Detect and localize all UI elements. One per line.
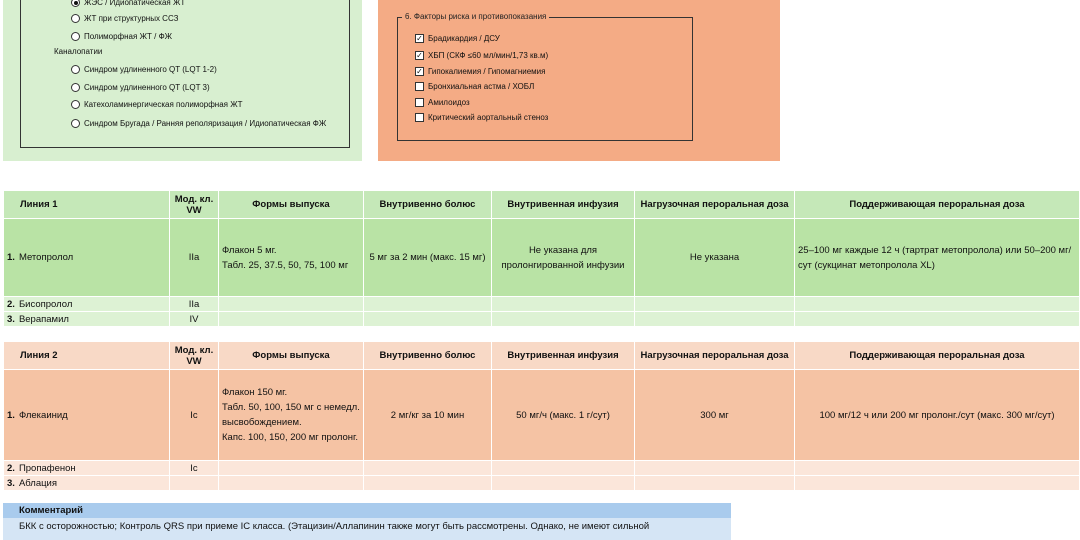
drug-name: Бисопролол	[18, 298, 73, 310]
col-forms-header: Формы выпуска	[219, 191, 364, 219]
radio-icon[interactable]	[71, 100, 80, 109]
drug-name: Метопролол	[18, 252, 74, 263]
radio-label: Полиморфная ЖТ / ФЖ	[84, 32, 173, 41]
row-number: 2.	[7, 298, 15, 310]
checkbox-ckd[interactable]	[415, 51, 548, 60]
table-row	[4, 312, 1080, 327]
empty-cell	[492, 461, 635, 476]
radio-icon[interactable]	[71, 32, 80, 41]
checkbox-asthma[interactable]	[415, 82, 534, 91]
drug-class-cell: IIa	[170, 219, 219, 297]
line1-title: Линия 1	[4, 191, 170, 219]
radio-label: ЖТ при структурных ССЗ	[84, 14, 179, 23]
row-number: 1.	[7, 252, 15, 263]
risk-factors-group	[397, 12, 693, 141]
col-iv-bolus-header: Внутривенно болюс	[364, 342, 492, 370]
empty-cell	[364, 312, 492, 327]
radio-option-lqt12[interactable]	[71, 65, 217, 74]
checkbox-checked-icon[interactable]: ✓	[416, 50, 423, 60]
radio-option-cpvt[interactable]	[71, 100, 243, 109]
radio-icon[interactable]	[71, 83, 80, 92]
oral-maintenance-cell: 25–100 мг каждые 12 ч (тартрат метопролола) или 50–200 мг/сут (сукцинат метопролола XL)	[795, 219, 1080, 297]
forms-line: Табл. 50, 100, 150 мг с немедл. высвобождением.	[222, 402, 360, 428]
checkbox-checked-icon[interactable]: ✓	[416, 66, 423, 76]
drug-class-cell: Ic	[170, 370, 219, 461]
comment-title: Комментарий	[3, 503, 731, 518]
iv-bolus-cell: 2 мг/кг за 10 мин	[364, 370, 492, 461]
iv-bolus-cell: 5 мг за 2 мин (макс. 15 мг)	[364, 219, 492, 297]
oral-loading-cell: 300 мг	[635, 370, 795, 461]
empty-cell	[795, 476, 1080, 491]
drug-forms-cell	[219, 219, 364, 297]
empty-cell	[364, 297, 492, 312]
empty-cell	[795, 312, 1080, 327]
arrhythmia-type-panel	[3, 0, 362, 161]
line2-title: Линия 2	[4, 342, 170, 370]
checkbox-hypokalemia[interactable]	[415, 67, 545, 76]
row-number: 3.	[7, 477, 15, 489]
checkbox-bradycardia[interactable]	[415, 34, 500, 43]
oral-loading-cell: Не указана	[635, 219, 795, 297]
row-number: 3.	[7, 313, 15, 325]
empty-cell	[219, 476, 364, 491]
col-iv-bolus-header: Внутривенно болюс	[364, 191, 492, 219]
forms-line: Табл. 25, 37.5, 50, 75, 100 мг	[222, 259, 349, 271]
drug-class-cell: Ic	[170, 461, 219, 476]
drug-name-cell	[4, 461, 170, 476]
checkbox-icon[interactable]	[415, 82, 424, 91]
empty-cell	[364, 461, 492, 476]
radio-option-structural-vt[interactable]	[71, 14, 178, 23]
checkbox-aortic-stenosis[interactable]	[415, 113, 548, 122]
drug-name: Пропафенон	[18, 462, 76, 474]
empty-cell	[219, 312, 364, 327]
radio-label: Синдром удлиненного QT (LQT 3)	[84, 83, 210, 92]
table-row	[4, 461, 1080, 476]
col-class-header: Мод. кл. VW	[170, 342, 219, 370]
empty-cell	[795, 297, 1080, 312]
risk-factors-panel	[378, 0, 780, 161]
drug-class-cell: IIa	[170, 297, 219, 312]
empty-cell	[635, 461, 795, 476]
checkbox-label: Гипокалиемия / Гипомагниемия	[428, 67, 546, 76]
checkbox-label: ХБП (СКФ ≤60 мл/мин/1,73 кв.м)	[428, 51, 549, 60]
radio-option-brugada[interactable]	[71, 119, 326, 128]
radio-icon[interactable]	[71, 14, 80, 23]
risk-factors-title: 6. Факторы риска и противопоказания	[402, 12, 549, 21]
radio-option-pvc[interactable]	[71, 0, 185, 7]
col-oral-maintenance-header: Поддерживающая пероральная доза	[795, 191, 1080, 219]
col-oral-loading-header: Нагрузочная пероральная доза	[635, 191, 795, 219]
table-row	[4, 476, 1080, 491]
oral-maintenance-cell: 100 мг/12 ч или 200 мг пролонг./сут (макс. 300 мг/сут)	[795, 370, 1080, 461]
checkbox-icon[interactable]	[415, 113, 424, 122]
iv-infusion-cell: 50 мг/ч (макс. 1 г/сут)	[492, 370, 635, 461]
drug-name: Верапамил	[18, 313, 69, 325]
line1-table	[3, 190, 1080, 327]
iv-infusion-cell: Не указана для пролонгированной инфузии	[492, 219, 635, 297]
table-header-row	[4, 342, 1080, 370]
table-row	[4, 219, 1080, 297]
arrhythmia-type-group	[20, 0, 350, 148]
empty-cell	[492, 312, 635, 327]
channelopathies-group-label: Каналопатии	[54, 47, 103, 56]
col-iv-infusion-header: Внутривенная инфузия	[492, 191, 635, 219]
drug-name-cell	[4, 476, 170, 491]
checkbox-label: Критический аортальный стеноз	[428, 113, 549, 122]
col-oral-loading-header: Нагрузочная пероральная доза	[635, 342, 795, 370]
drug-class-cell: IV	[170, 312, 219, 327]
forms-line: Флакон 150 мг.	[222, 387, 288, 398]
checkbox-label: Бронхиальная астма / ХОБЛ	[428, 82, 535, 91]
table-row	[4, 297, 1080, 312]
drug-name: Аблация	[18, 477, 58, 489]
empty-cell	[635, 297, 795, 312]
table-header-row	[4, 191, 1080, 219]
col-forms-header: Формы выпуска	[219, 342, 364, 370]
radio-label: ЖЭС / Идиопатическая ЖТ	[84, 0, 186, 7]
empty-cell	[635, 476, 795, 491]
table-row	[4, 370, 1080, 461]
radio-option-lqt3[interactable]	[71, 83, 210, 92]
radio-label: Синдром Бругада / Ранняя реполяризация / Идиопатическая ФЖ	[84, 119, 327, 128]
forms-line: Капс. 100, 150, 200 мг пролонг.	[222, 432, 359, 443]
empty-cell	[492, 297, 635, 312]
radio-option-polymorphic-vt[interactable]	[71, 32, 172, 41]
checkbox-icon[interactable]	[415, 98, 424, 107]
radio-label: Синдром удлиненного QT (LQT 1-2)	[84, 65, 217, 74]
drug-name: Флекаинид	[18, 409, 68, 421]
empty-cell	[364, 476, 492, 491]
col-oral-maintenance-header: Поддерживающая пероральная доза	[795, 342, 1080, 370]
empty-cell	[795, 461, 1080, 476]
drug-class-cell	[170, 476, 219, 491]
empty-cell	[219, 297, 364, 312]
line2-table	[3, 341, 1080, 491]
radio-selected-icon[interactable]	[71, 0, 80, 7]
checkbox-amyloidosis[interactable]	[415, 98, 470, 107]
comment-text: БКК с осторожностью; Контроль QRS при приеме IC класса. (Этацизин/Аллапинин также могут быть рассмотрены. Однако, не имеют сильной	[3, 518, 731, 540]
checkbox-label: Амилоидоз	[428, 98, 470, 107]
radio-icon[interactable]	[71, 65, 80, 74]
drug-name-cell	[4, 312, 170, 327]
radio-icon[interactable]	[71, 119, 80, 128]
drug-name-cell	[4, 297, 170, 312]
checkbox-checked-icon[interactable]: ✓	[416, 33, 423, 43]
drug-forms-cell	[219, 370, 364, 461]
row-number: 2.	[7, 462, 15, 474]
col-class-header: Мод. кл. VW	[170, 191, 219, 219]
row-number: 1.	[7, 409, 15, 421]
empty-cell	[635, 312, 795, 327]
drug-name-cell	[4, 219, 170, 297]
drug-name-cell	[4, 370, 170, 461]
empty-cell	[219, 461, 364, 476]
forms-line: Флакон 5 мг.	[222, 244, 277, 256]
col-iv-infusion-header: Внутривенная инфузия	[492, 342, 635, 370]
checkbox-label: Брадикардия / ДСУ	[428, 34, 500, 43]
radio-label: Катехоламинергическая полиморфная ЖТ	[84, 100, 243, 109]
empty-cell	[492, 476, 635, 491]
